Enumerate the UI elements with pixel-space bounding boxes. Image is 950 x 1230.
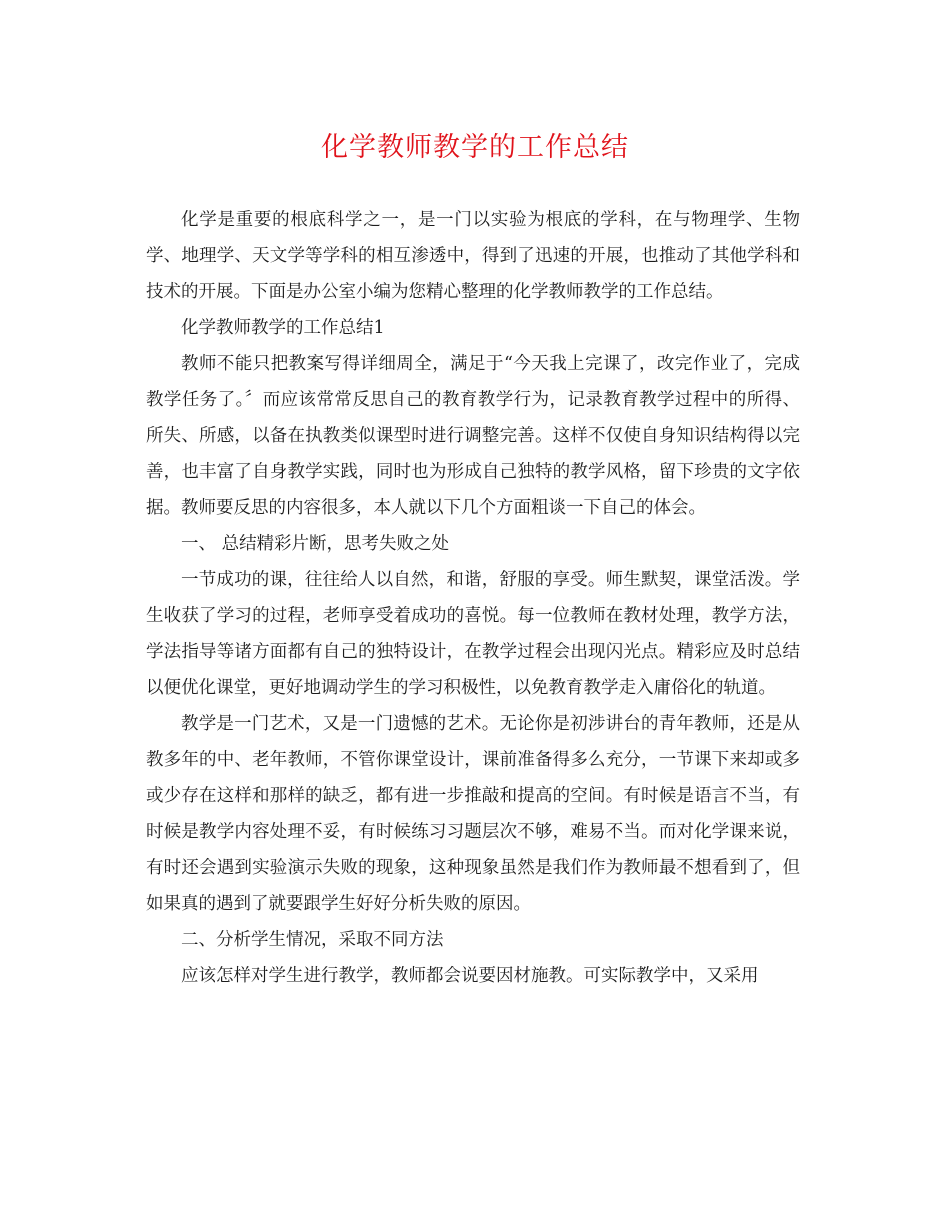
body-paragraph: 一节成功的课，往往给人以自然，和谐，舒服的享受。师生默契，课堂活泼。学生收获了学习的过程，老师享受着成功的喜悦。每一位教师在教材处理，教学方法，学法指导等诸方面都有自己的独特设计，在教学过程会出现闪光点。精彩应及时总结以便优化课堂，更好地调动学生的学习积极性，以免教育教学走入庸俗化的轨道。 — [146, 570, 800, 698]
body-paragraph: 应该怎样对学生进行教学，教师都会说要因材施教。可实际教学中，又采用 — [181, 966, 759, 986]
document-title: 化学教师教学的工作总结 — [321, 132, 629, 163]
subsection-heading: 一、 总结精彩片断，思考失败之处 — [181, 534, 450, 554]
section-heading: 化学教师教学的工作总结1 — [181, 318, 385, 338]
body-paragraph: 教师不能只把教案写得详细周全，满足于“今天我上完课了，改完作业了，完成教学任务了。〞而应该常常反思自己的教育教学行为，记录教育教学过程中的所得、所失、所感，以备在执教类似课型时进行调整完善。这样不仅使自身知识结构得以完善，也丰富了自身教学实践，同时也为形成自己独特的教学风格，留下珍贵的文字依据。教师要反思的内容很多，本人就以下几个方面粗谈一下自己的体会。 — [146, 354, 800, 518]
body-paragraph: 教学是一门艺术，又是一门遗憾的艺术。无论你是初涉讲台的青年教师，还是从教多年的中、老年教师，不管你课堂设计，课前准备得多么充分，一节课下来却或多或少存在这样和那样的缺乏，都有进一步推敲和提高的空间。有时候是语言不当，有时候是教学内容处理不妥，有时候练习习题层次不够，难易不当。而对化学课来说，有时还会遇到实验演示失败的现象，这种现象虽然是我们作为教师最不想看到了，但如果真的遇到了就要跟学生好好分析失败的原因。 — [146, 714, 800, 914]
subsection-heading: 二、分析学生情况，采取不同方法 — [181, 930, 444, 950]
document-body — [146, 202, 800, 994]
intro-paragraph: 化学是重要的根底科学之一，是一门以实验为根底的学科，在与物理学、生物学、地理学、天文学等学科的相互渗透中，得到了迅速的开展，也推动了其他学科和技术的开展。下面是办公室小编为您精心整理的化学教师教学的工作总结。 — [146, 210, 800, 302]
